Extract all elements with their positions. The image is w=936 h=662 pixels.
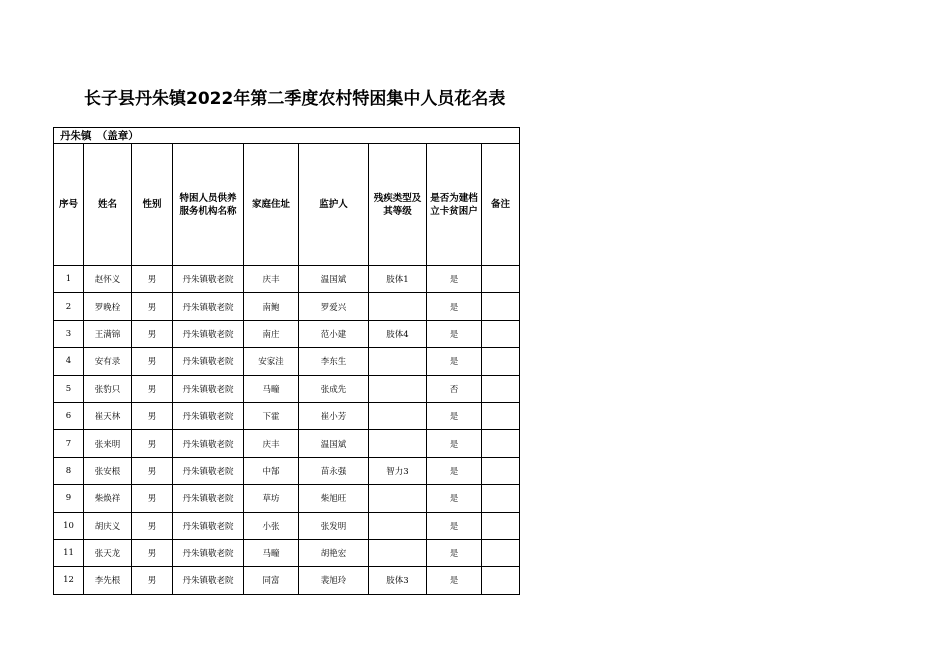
cell-institution: 丹朱镇敬老院: [173, 375, 244, 402]
cell-institution: 丹朱镇敬老院: [173, 457, 244, 484]
table-row: [54, 485, 520, 512]
header-gender: 性别: [132, 144, 173, 266]
cell-address: 下霍: [244, 402, 299, 429]
cell-guardian: 李东生: [299, 348, 369, 375]
cell-poverty: 是: [427, 402, 482, 429]
cell-name: 罗晚栓: [84, 293, 132, 320]
cell-poverty: 是: [427, 485, 482, 512]
cell-institution: 丹朱镇敬老院: [173, 567, 244, 594]
header-disability-line1: 残疾类型及: [373, 192, 422, 204]
cell-institution: 丹朱镇敬老院: [173, 320, 244, 347]
table-row: [54, 293, 520, 320]
cell-guardian: 温国斌: [299, 266, 369, 293]
cell-remarks: [482, 348, 520, 375]
cell-address: 安家洼: [244, 348, 299, 375]
cell-guardian: 范小建: [299, 320, 369, 347]
cell-institution: 丹朱镇敬老院: [173, 266, 244, 293]
cell-disability: [369, 293, 427, 320]
cell-institution: 丹朱镇敬老院: [173, 539, 244, 566]
header-institution-line1: 特困人员供养: [179, 192, 237, 204]
cell-disability: [369, 539, 427, 566]
cell-address: 小张: [244, 512, 299, 539]
table-row: [54, 539, 520, 566]
cell-address: 马疃: [244, 539, 299, 566]
cell-disability: [369, 375, 427, 402]
cell-poverty: 是: [427, 512, 482, 539]
header-index: 序号: [54, 144, 84, 266]
table-row: [54, 430, 520, 457]
cell-gender: 男: [132, 539, 173, 566]
cell-guardian: 温国斌: [299, 430, 369, 457]
cell-guardian: 柴旭旺: [299, 485, 369, 512]
cell-remarks: [482, 293, 520, 320]
cell-poverty: 是: [427, 348, 482, 375]
cell-poverty: 是: [427, 457, 482, 484]
cell-disability: 肢体1: [369, 266, 427, 293]
cell-disability: [369, 348, 427, 375]
cell-name: 安有录: [84, 348, 132, 375]
cell-gender: 男: [132, 485, 173, 512]
cell-gender: 男: [132, 320, 173, 347]
cell-remarks: [482, 512, 520, 539]
header-remarks: 备注: [482, 144, 520, 266]
header-disability-line2: 其等级: [383, 205, 412, 217]
document-title: 长子县丹朱镇2022年第二季度农村特困集中人员花名表: [84, 89, 506, 109]
unit-row: [54, 128, 520, 144]
cell-name: 张天龙: [84, 539, 132, 566]
cell-remarks: [482, 266, 520, 293]
cell-gender: 男: [132, 512, 173, 539]
cell-disability: [369, 402, 427, 429]
cell-address: 中郜: [244, 457, 299, 484]
cell-index: 3: [54, 320, 84, 347]
cell-address: 同富: [244, 567, 299, 594]
cell-gender: 男: [132, 567, 173, 594]
header-poverty-line2: 立卡贫困户: [430, 205, 478, 217]
cell-index: 8: [54, 457, 84, 484]
cell-remarks: [482, 457, 520, 484]
cell-gender: 男: [132, 402, 173, 429]
cell-gender: 男: [132, 430, 173, 457]
cell-disability: [369, 512, 427, 539]
cell-name: 王满锦: [84, 320, 132, 347]
cell-gender: 男: [132, 375, 173, 402]
cell-guardian: 张成先: [299, 375, 369, 402]
cell-guardian: 裴旭玲: [299, 567, 369, 594]
cell-disability: 肢体4: [369, 320, 427, 347]
cell-index: 10: [54, 512, 84, 539]
header-guardian: 监护人: [299, 144, 369, 266]
cell-guardian: 罗爱兴: [299, 293, 369, 320]
header-name: 姓名: [84, 144, 132, 266]
cell-address: 庆丰: [244, 266, 299, 293]
roster-table: [53, 127, 520, 595]
header-address: 家庭住址: [244, 144, 299, 266]
cell-name: 张安根: [84, 457, 132, 484]
cell-disability: [369, 430, 427, 457]
cell-gender: 男: [132, 348, 173, 375]
cell-index: 12: [54, 567, 84, 594]
header-institution: [173, 144, 244, 266]
cell-institution: 丹朱镇敬老院: [173, 293, 244, 320]
cell-index: 5: [54, 375, 84, 402]
cell-name: 胡庆义: [84, 512, 132, 539]
roster-body: [54, 266, 520, 595]
cell-name: 张来明: [84, 430, 132, 457]
cell-name: 张豹只: [84, 375, 132, 402]
cell-gender: 男: [132, 457, 173, 484]
table-row: [54, 457, 520, 484]
table-row: [54, 320, 520, 347]
cell-institution: 丹朱镇敬老院: [173, 430, 244, 457]
cell-poverty: 是: [427, 266, 482, 293]
table-row: [54, 266, 520, 293]
header-disability: [369, 144, 427, 266]
header-row: [54, 144, 520, 266]
unit-label: 丹朱镇 （盖章）: [54, 128, 520, 144]
cell-index: 6: [54, 402, 84, 429]
cell-remarks: [482, 485, 520, 512]
cell-address: 草坊: [244, 485, 299, 512]
cell-guardian: 崔小芳: [299, 402, 369, 429]
cell-institution: 丹朱镇敬老院: [173, 348, 244, 375]
table-row: [54, 348, 520, 375]
cell-poverty: 是: [427, 320, 482, 347]
table-row: [54, 402, 520, 429]
cell-index: 11: [54, 539, 84, 566]
header-poverty: [427, 144, 482, 266]
table-row: [54, 567, 520, 594]
cell-institution: 丹朱镇敬老院: [173, 485, 244, 512]
cell-guardian: 苗永强: [299, 457, 369, 484]
table-row: [54, 375, 520, 402]
cell-disability: 智力3: [369, 457, 427, 484]
cell-remarks: [482, 320, 520, 347]
cell-address: 马疃: [244, 375, 299, 402]
cell-index: 2: [54, 293, 84, 320]
cell-name: 柴焕祥: [84, 485, 132, 512]
cell-guardian: 张发明: [299, 512, 369, 539]
cell-remarks: [482, 375, 520, 402]
cell-index: 7: [54, 430, 84, 457]
cell-address: 庆丰: [244, 430, 299, 457]
cell-guardian: 胡艳宏: [299, 539, 369, 566]
cell-disability: [369, 485, 427, 512]
table-row: [54, 512, 520, 539]
cell-address: 南庄: [244, 320, 299, 347]
cell-address: 南鲍: [244, 293, 299, 320]
cell-institution: 丹朱镇敬老院: [173, 512, 244, 539]
cell-disability: 肢体3: [369, 567, 427, 594]
cell-index: 4: [54, 348, 84, 375]
cell-name: 赵怀义: [84, 266, 132, 293]
cell-gender: 男: [132, 293, 173, 320]
header-poverty-line1: 是否为建档: [430, 192, 478, 204]
cell-poverty: 是: [427, 293, 482, 320]
cell-institution: 丹朱镇敬老院: [173, 402, 244, 429]
cell-index: 1: [54, 266, 84, 293]
cell-index: 9: [54, 485, 84, 512]
cell-name: 李先根: [84, 567, 132, 594]
header-institution-line2: 服务机构名称: [179, 205, 237, 217]
cell-remarks: [482, 402, 520, 429]
cell-poverty: 是: [427, 567, 482, 594]
cell-poverty: 是: [427, 539, 482, 566]
cell-remarks: [482, 430, 520, 457]
cell-name: 崔天林: [84, 402, 132, 429]
cell-gender: 男: [132, 266, 173, 293]
cell-poverty: 是: [427, 430, 482, 457]
cell-poverty: 否: [427, 375, 482, 402]
cell-remarks: [482, 567, 520, 594]
cell-remarks: [482, 539, 520, 566]
